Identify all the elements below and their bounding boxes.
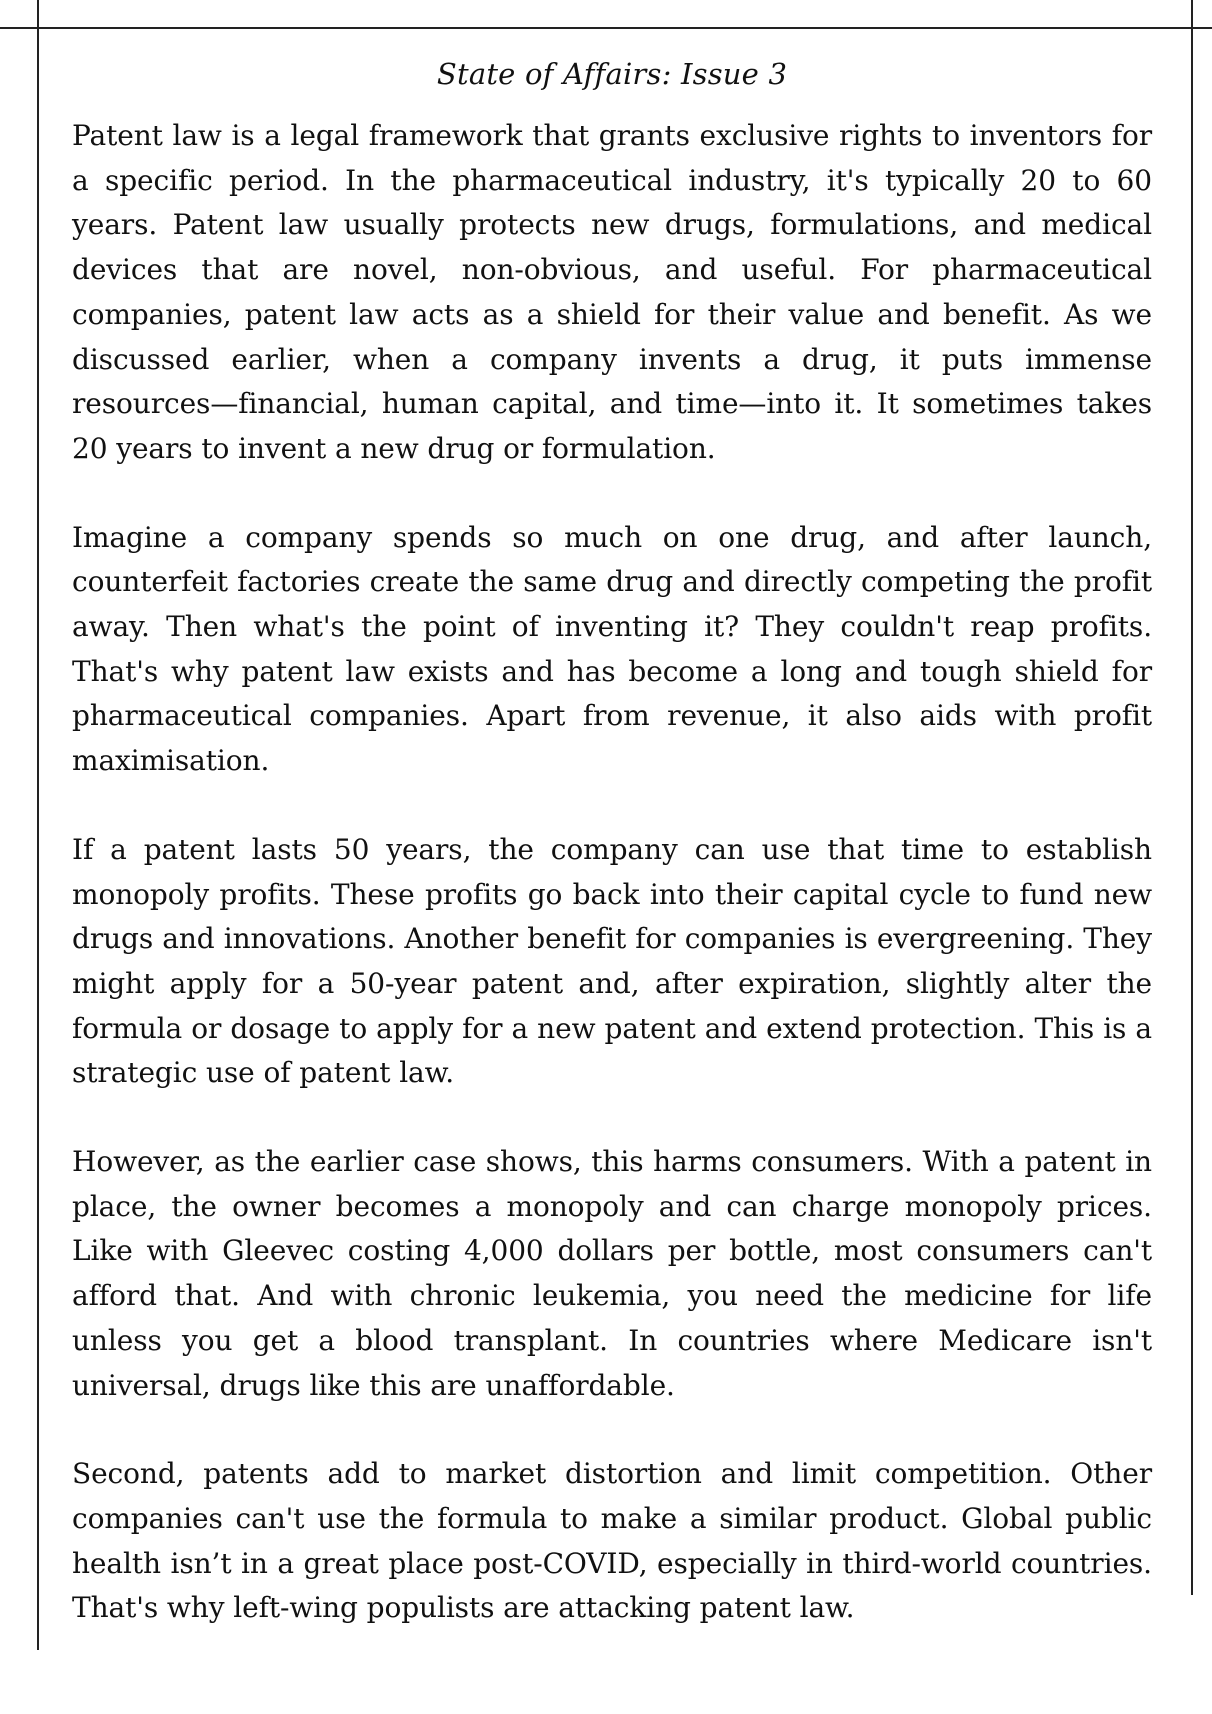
right-border-line xyxy=(1191,0,1193,1595)
document-body xyxy=(72,52,1152,1675)
top-border-line xyxy=(0,27,1212,29)
paragraph-4: However, as the earlier case shows, this harms consumers. With a patent in place, the owner becomes a monopoly and can charge monopoly prices. Like with Gleevec costing 4,000 dollars per bottle, most consumers can't afford that. And with chronic leukemia, you need the medicine for life unless you get a blood transplant. In countries where Medicare isn't universal, drugs like this are unaffordable. xyxy=(72,1145,1152,1402)
paragraph-3: If a patent lasts 50 years, the company can use that time to establish monopoly profits. These profits go back into their capital cycle to fund new drugs and innovations. Another benefit for companies is evergreening. They might apply for a 50-year patent and, after expiration, slightly alter the formula or dosage to apply for a new patent and extend protection. This is a strategic use of patent law. xyxy=(72,832,1152,1090)
document-title: State of Affairs: Issue 3 xyxy=(436,57,788,91)
paragraph-1: Patent law is a legal framework that grants exclusive rights to inventors for a specific period. In the pharmaceutical industry, it's typically 20 to 60 years. Patent law usually protects new drugs, formulations, and medical devices that are novel, non-obvious, and useful. For pharmaceutical companies, patent law acts as a shield for their value and benefit. As we discussed earlier, when a company invents a drug, it puts immense resources—financial, human capital, and time—into it. It sometimes takes 20 years to invent a new drug or formulation. xyxy=(72,119,1152,465)
paragraph-2: Imagine a company spends so much on one drug, and after launch, counterfeit factories create the same drug and directly competing the profit away. Then what's the point of inventing it? They couldn't reap profits. That's why patent law exists and has become a long and tough shield for pharmaceutical companies. Apart from revenue, it also aids with profit maximisation. xyxy=(72,520,1152,778)
paragraph-5: Second, patents add to market distortion and limit competition. Other companies can't use the formula to make a similar product. Global public health isn’t in a great place post-COVID, especially in third-world countries. That's why left-wing populists are attacking patent law. xyxy=(72,1457,1152,1625)
left-border-line xyxy=(37,0,39,1650)
